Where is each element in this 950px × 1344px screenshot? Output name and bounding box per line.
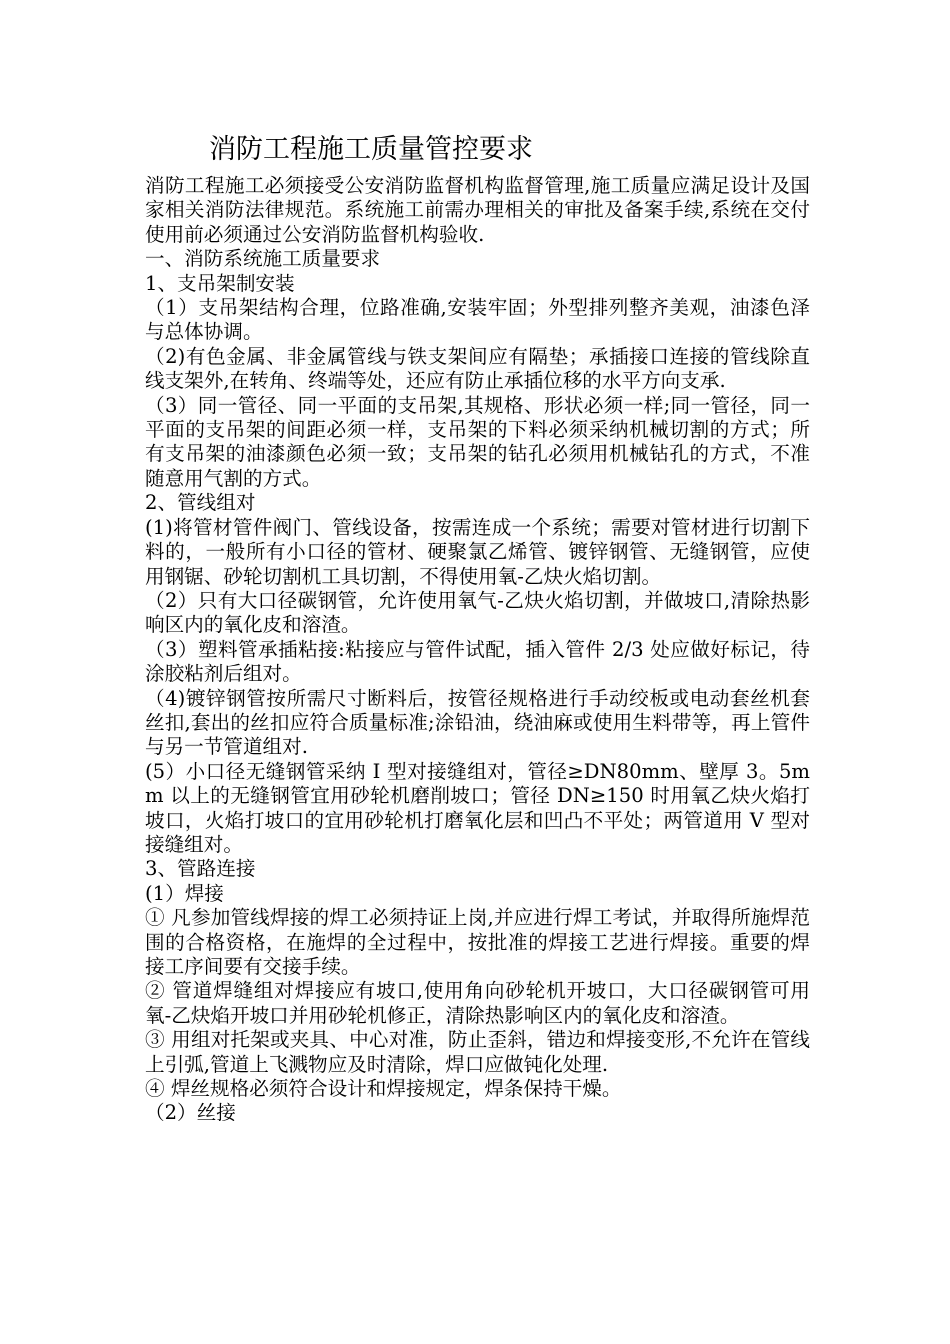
paragraph-2-5: (5）小口径无缝钢管采纳 I 型对接缝组对，管径≥DN80mm、壁厚 3。5mm 以上的无缝钢管宜用砂轮机磨削坡口；管径 DN≥150 时用氧乙炔火焰打坡口，火焰打坡口的宜用砂轮机打磨氧化层和凹凸不平处；两管道用 V 型对接缝组对。 bbox=[145, 759, 810, 856]
paragraph-3-1-1: ① 凡参加管线焊接的焊工必须持证上岗,并应进行焊工考试，并取得所施焊范围的合格资格，在施焊的全过程中，按批准的焊接工艺进行焊接。重要的焊接工序间要有交接手续。 bbox=[145, 906, 810, 978]
intro-paragraph: 消防工程施工必须接受公安消防监督机构监督管理,施工质量应满足设计及国家相关消防法律规范。系统施工前需办理相关的审批及备案手续,系统在交付使用前必须通过公安消防监督机构验收. bbox=[145, 174, 810, 246]
paragraph-3-1-4: ④ 焊丝规格必须符合设计和焊接规定，焊条保持干燥。 bbox=[145, 1077, 622, 1101]
paragraph-2-3: （3）塑料管承插粘接:粘接应与管件试配，插入管件 2/3 处应做好标记，待涂胶粘剂后组对。 bbox=[145, 637, 810, 686]
paragraph-1-1: （1）支吊架结构合理，位路准确,安装牢固；外型排列整齐美观，油漆色泽与总体协调。 bbox=[145, 296, 810, 344]
subsection-heading-2: 2、管线组对 bbox=[145, 491, 256, 515]
paragraph-3-1-3: ③ 用组对托架或夹具、中心对准，防止歪斜，错边和焊接变形,不允许在管线上引弧,管道上飞溅物应及时清除，焊口应做钝化处理. bbox=[145, 1028, 810, 1076]
paragraph-3-1-heading: (1）焊接 bbox=[145, 881, 224, 905]
paragraph-2-2: （2）只有大口径碳钢管，允许使用氧气-乙炔火焰切割，并做坡口,清除热影响区内的氧化皮和溶渣。 bbox=[145, 588, 810, 637]
paragraph-1-2: （2)有色金属、非金属管线与铁支架间应有隔垫；承插接口连接的管线除直线支架外,在转角、终端等处，还应有防止承插位移的水平方向支承. bbox=[145, 344, 810, 393]
section-heading-1: 一、消防系统施工质量要求 bbox=[145, 247, 381, 271]
paragraph-2-1: (1)将管材管件阀门、管线设备，按需连成一个系统；需要对管材进行切割下料的，一般所有小口径的管材、硬聚氯乙烯管、镀锌钢管、无缝钢管，应使用钢锯、砂轮切割机工具切割，不得使用氧-乙炔火焰切割。 bbox=[145, 515, 810, 588]
subsection-heading-3: 3、管路连接 bbox=[145, 857, 256, 881]
paragraph-3-2-heading: （2）丝接 bbox=[145, 1101, 236, 1125]
paragraph-2-4: （4)镀锌钢管按所需尺寸断料后，按管径规格进行手动绞板或电动套丝机套丝扣,套出的丝扣应符合质量标准;涂铅油，绕油麻或使用生料带等，再上管件与另一节管道组对. bbox=[145, 686, 810, 759]
paragraph-3-1-2: ② 管道焊缝组对焊接应有坡口,使用角向砂轮机开坡口，大口径碳钢管可用氧-乙炔焰开坡口并用砂轮机修正，清除热影响区内的氧化皮和溶渣。 bbox=[145, 979, 810, 1027]
document-title: 消防工程施工质量管控要求 bbox=[209, 134, 533, 165]
subsection-heading-1: 1、支吊架制安装 bbox=[145, 271, 295, 295]
document-page bbox=[145, 130, 810, 1126]
paragraph-1-3: （3）同一管径、同一平面的支吊架,其规格、形状必须一样;同一管径，同一平面的支吊架的间距必须一样，支吊架的下料必须采纳机械切割的方式；所有支吊架的油漆颜色必须一致；支吊架的钻孔必须用机械钻孔的方式，不准随意用气割的方式。 bbox=[145, 393, 810, 490]
